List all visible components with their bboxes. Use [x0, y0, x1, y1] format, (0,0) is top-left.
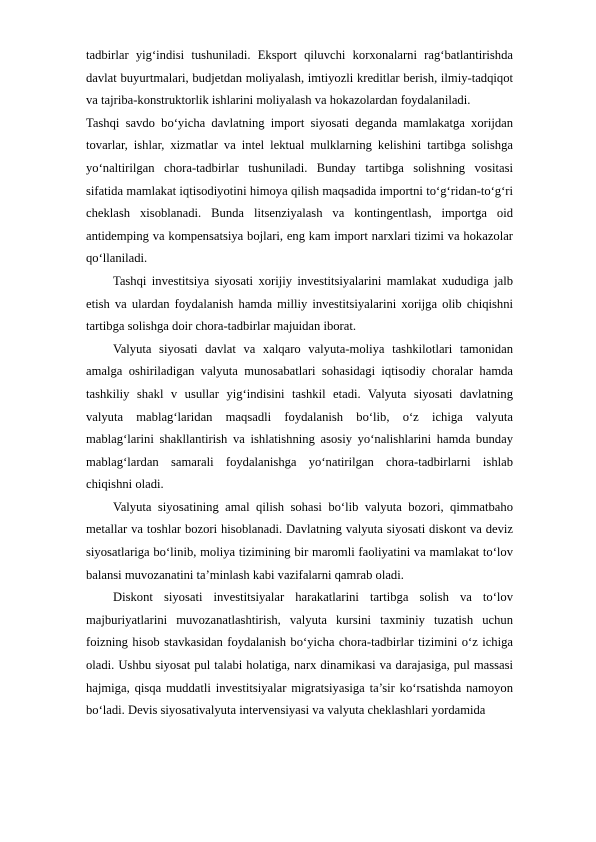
paragraph-currency-policy-scope: Valyuta siyosatining amal qilish sohasi bo‘lib valyuta bozori, qimmatbaho metallar va toshlar bozori hisoblanadi. Davlatning valyuta siyosati diskont va deviz siyosatlariga bo‘linib, moliya tizimining bir maromli faoliyatini va mamlakat to‘lov balansi muvozanatini ta’minlash kabi vazifalarni qamrab oladi.	[86, 499, 513, 582]
paragraph-investment-policy: Tashqi investitsiya siyosati xorijiy investitsiyalarini mamlakat xududiga jalb etish va ulardan foydalanish hamda milliy investitsiyalarini xorijga olib chiqishni tartibga solishga doir chora-tadbirlar majuidan iborat.	[86, 273, 513, 334]
paragraph-discount-policy: Diskont siyosati investitsiyalar harakatlarini tartibga solish va to‘lov majburiyatlarini muvozanatlashtirish, valyuta kursini taxminiy tuzatish uchun foizning hisob stavkasidan foydalanish bo‘yicha chora-tadbirlar tizimini o‘z ichiga oladi. Ushbu siyosat pul talabi holatiga, narx dinamikasi va darajasiga, pul massasi hajmiga, qisqa muddatli investitsiyalar migratsiyasiga ta’sir ko‘rsatishda namoyon bo‘ladi. Devis siyosativalyuta intervensiyasi va valyuta cheklashlari yordamida	[86, 590, 513, 718]
paragraph-import-policy: Tashqi savdo bo‘yicha davlatning import siyosati deganda mamlakatga xorijdan tovarlar, ishlar, xizmatlar va intel lektual mulklarning kelishini tartibga solishga yo‘naltirilgan chora-tadbirlar tushuniladi. Bunday tartibga solishning vositasi sifatida mamlakat iqtisodiyotini himoya qilish maqsadida importni to‘g‘ridan-to‘g‘ri cheklash xisoblanadi. Bunda litsenziyalash va kontingentlash, importga oid antidemping va kompensatsiya bojlari, eng kam import narxlari tizimi va hokazolar qo‘llaniladi.	[86, 115, 513, 266]
paragraph-export-policy-continuation: tadbirlar yig‘indisi tushuniladi. Eksport qiluvchi korxonalarni rag‘batlantirishda davlat buyurtmalari, budjetdan moliyalash, imtiyozli kreditlar berish, ilmiy-tadqiqot va tajriba-konstruktorlik ishlarini moliyalash va hokazolardan foydalaniladi.	[86, 48, 513, 108]
paragraph-currency-policy: Valyuta siyosati davlat va xalqaro valyuta-moliya tashkilotlari tamonidan amalga oshiriladigan valyuta munosabatlari sohasidagi iqtisodiy choralar hamda tashkiliy shakl v usullar yig‘indisini tashkil etadi. Valyuta siyosati davlatning valyuta mablag‘laridan maqsadli foydalanish bo‘lib, o‘z ichiga valyuta mablag‘larini shakllantirish va ishlatishning asosiy yo‘nalishlarini hamda bunday mablag‘lardan samarali foydalanishga yo‘natirilgan chora-tadbirlarni ishlab chiqishni oladi.	[86, 341, 513, 492]
document-page	[86, 44, 513, 722]
